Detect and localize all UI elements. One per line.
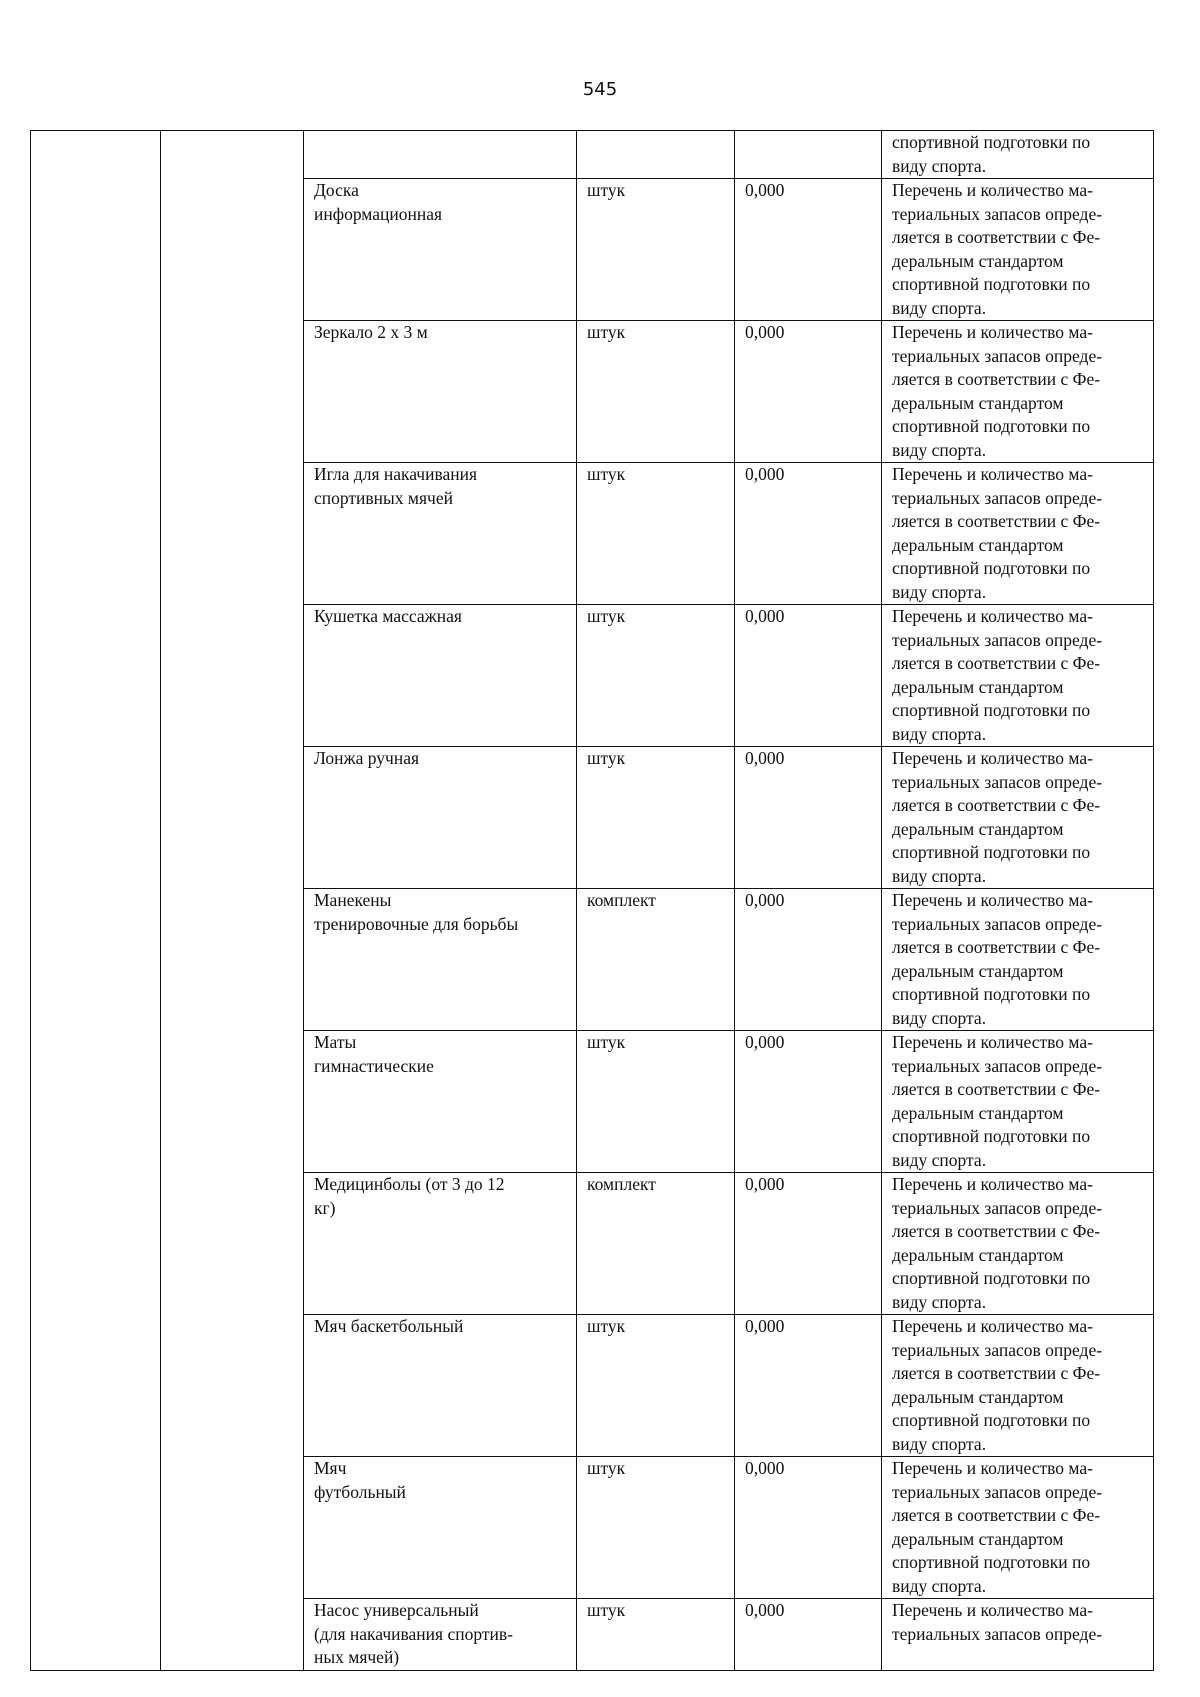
note-text: Перечень и количество ма- териальных запасов опреде- ляется в соответствии с Фе- деральным стандартом спортивной подготовки по виду спорта. [892, 1458, 1103, 1596]
quantity-cell [735, 179, 882, 321]
unit-cell [577, 1031, 735, 1173]
unit-cell [577, 131, 735, 179]
note-text: Перечень и количество ма- териальных запасов опреде- ляется в соответствии с Фе- деральным стандартом спортивной подготовки по виду спорта. [892, 464, 1103, 602]
unit-text: штук [587, 1600, 626, 1620]
note-text: Перечень и количество ма- териальных запасов опреде- ляется в соответствии с Фе- деральным стандартом спортивной подготовки по виду спорта. [892, 1316, 1103, 1454]
item-name-text: Доска информационная [314, 180, 443, 224]
note-cell [882, 1599, 1154, 1671]
note-cell [882, 1031, 1154, 1173]
quantity-cell [735, 747, 882, 889]
unit-cell [577, 1315, 735, 1457]
merged-cell-col1 [31, 131, 161, 1671]
note-cell [882, 131, 1154, 179]
note-text: спортивной подготовки по виду спорта. [892, 132, 1091, 176]
item-name-text: Мяч футбольный [314, 1458, 406, 1502]
page-number: 545 [582, 79, 618, 100]
unit-text: штук [587, 1458, 626, 1478]
note-cell [882, 605, 1154, 747]
note-cell [882, 889, 1154, 1031]
quantity-text: 0,000 [745, 1032, 785, 1052]
note-text: Перечень и количество ма- териальных запасов опреде- [892, 1600, 1103, 1644]
quantity-text: 0,000 [745, 890, 785, 910]
quantity-text: 0,000 [745, 180, 785, 200]
note-cell [882, 463, 1154, 605]
unit-cell [577, 1457, 735, 1599]
unit-text: штук [587, 1316, 626, 1336]
unit-cell [577, 1599, 735, 1671]
note-text: Перечень и количество ма- териальных запасов опреде- ляется в соответствии с Фе- деральным стандартом спортивной подготовки по виду спорта. [892, 606, 1103, 744]
quantity-text: 0,000 [745, 322, 785, 342]
item-name-cell [304, 1173, 577, 1315]
quantity-cell [735, 131, 882, 179]
equipment-table-body [31, 131, 1154, 1671]
unit-text: комплект [587, 1174, 656, 1194]
quantity-text: 0,000 [745, 1316, 785, 1336]
unit-cell [577, 321, 735, 463]
item-name-text: Лонжа ручная [314, 748, 420, 768]
equipment-table [30, 130, 1154, 1671]
note-cell [882, 321, 1154, 463]
item-name-cell [304, 131, 577, 179]
unit-text: комплект [587, 890, 656, 910]
unit-text: штук [587, 606, 626, 626]
item-name-text: Мяч баскетбольный [314, 1316, 464, 1336]
unit-cell [577, 889, 735, 1031]
quantity-cell [735, 605, 882, 747]
quantity-cell [735, 1173, 882, 1315]
item-name-text: Игла для накачивания спортивных мячей [314, 464, 478, 508]
item-name-text: Кушетка массажная [314, 606, 462, 626]
merged-cell-col2 [161, 131, 304, 1671]
item-name-text: Маты гимнастические [314, 1032, 434, 1076]
item-name-cell [304, 179, 577, 321]
note-text: Перечень и количество ма- териальных запасов опреде- ляется в соответствии с Фе- деральным стандартом спортивной подготовки по виду спорта. [892, 1032, 1103, 1170]
item-name-cell [304, 1031, 577, 1173]
unit-cell [577, 179, 735, 321]
unit-text: штук [587, 1032, 626, 1052]
note-cell [882, 1173, 1154, 1315]
note-cell [882, 179, 1154, 321]
quantity-cell [735, 1315, 882, 1457]
item-name-cell [304, 747, 577, 889]
note-text: Перечень и количество ма- териальных запасов опреде- ляется в соответствии с Фе- деральным стандартом спортивной подготовки по виду спорта. [892, 1174, 1103, 1312]
quantity-cell [735, 1031, 882, 1173]
unit-cell [577, 605, 735, 747]
quantity-cell [735, 1599, 882, 1671]
quantity-cell [735, 1457, 882, 1599]
note-text: Перечень и количество ма- териальных запасов опреде- ляется в соответствии с Фе- деральным стандартом спортивной подготовки по виду спорта. [892, 322, 1103, 460]
item-name-cell [304, 321, 577, 463]
table-row-continuation [31, 131, 1154, 179]
unit-text: штук [587, 322, 626, 342]
item-name-cell [304, 1457, 577, 1599]
quantity-text: 0,000 [745, 1458, 785, 1478]
note-cell [882, 747, 1154, 889]
unit-text: штук [587, 464, 626, 484]
note-cell [882, 1315, 1154, 1457]
item-name-text: Манекены тренировочные для борьбы [314, 890, 519, 934]
item-name-text: Насос универсальный (для накачивания спортив- ных мячей) [314, 1600, 513, 1667]
quantity-text: 0,000 [745, 1174, 785, 1194]
unit-text: штук [587, 748, 626, 768]
unit-cell [577, 747, 735, 889]
unit-cell [577, 1173, 735, 1315]
quantity-text: 0,000 [745, 748, 785, 768]
quantity-cell [735, 321, 882, 463]
quantity-text: 0,000 [745, 464, 785, 484]
quantity-text: 0,000 [745, 1600, 785, 1620]
item-name-text: Медицинболы (от 3 до 12 кг) [314, 1174, 505, 1218]
quantity-text: 0,000 [745, 606, 785, 626]
note-cell [882, 1457, 1154, 1599]
note-text: Перечень и количество ма- териальных запасов опреде- ляется в соответствии с Фе- деральным стандартом спортивной подготовки по виду спорта. [892, 748, 1103, 886]
item-name-text: Зеркало 2 х 3 м [314, 322, 428, 342]
unit-text: штук [587, 180, 626, 200]
item-name-cell [304, 605, 577, 747]
item-name-cell [304, 1315, 577, 1457]
item-name-cell [304, 463, 577, 605]
quantity-cell [735, 463, 882, 605]
item-name-cell [304, 1599, 577, 1671]
quantity-cell [735, 889, 882, 1031]
note-text: Перечень и количество ма- териальных запасов опреде- ляется в соответствии с Фе- деральным стандартом спортивной подготовки по виду спорта. [892, 180, 1103, 318]
note-text: Перечень и количество ма- териальных запасов опреде- ляется в соответствии с Фе- деральным стандартом спортивной подготовки по виду спорта. [892, 890, 1103, 1028]
item-name-cell [304, 889, 577, 1031]
unit-cell [577, 463, 735, 605]
